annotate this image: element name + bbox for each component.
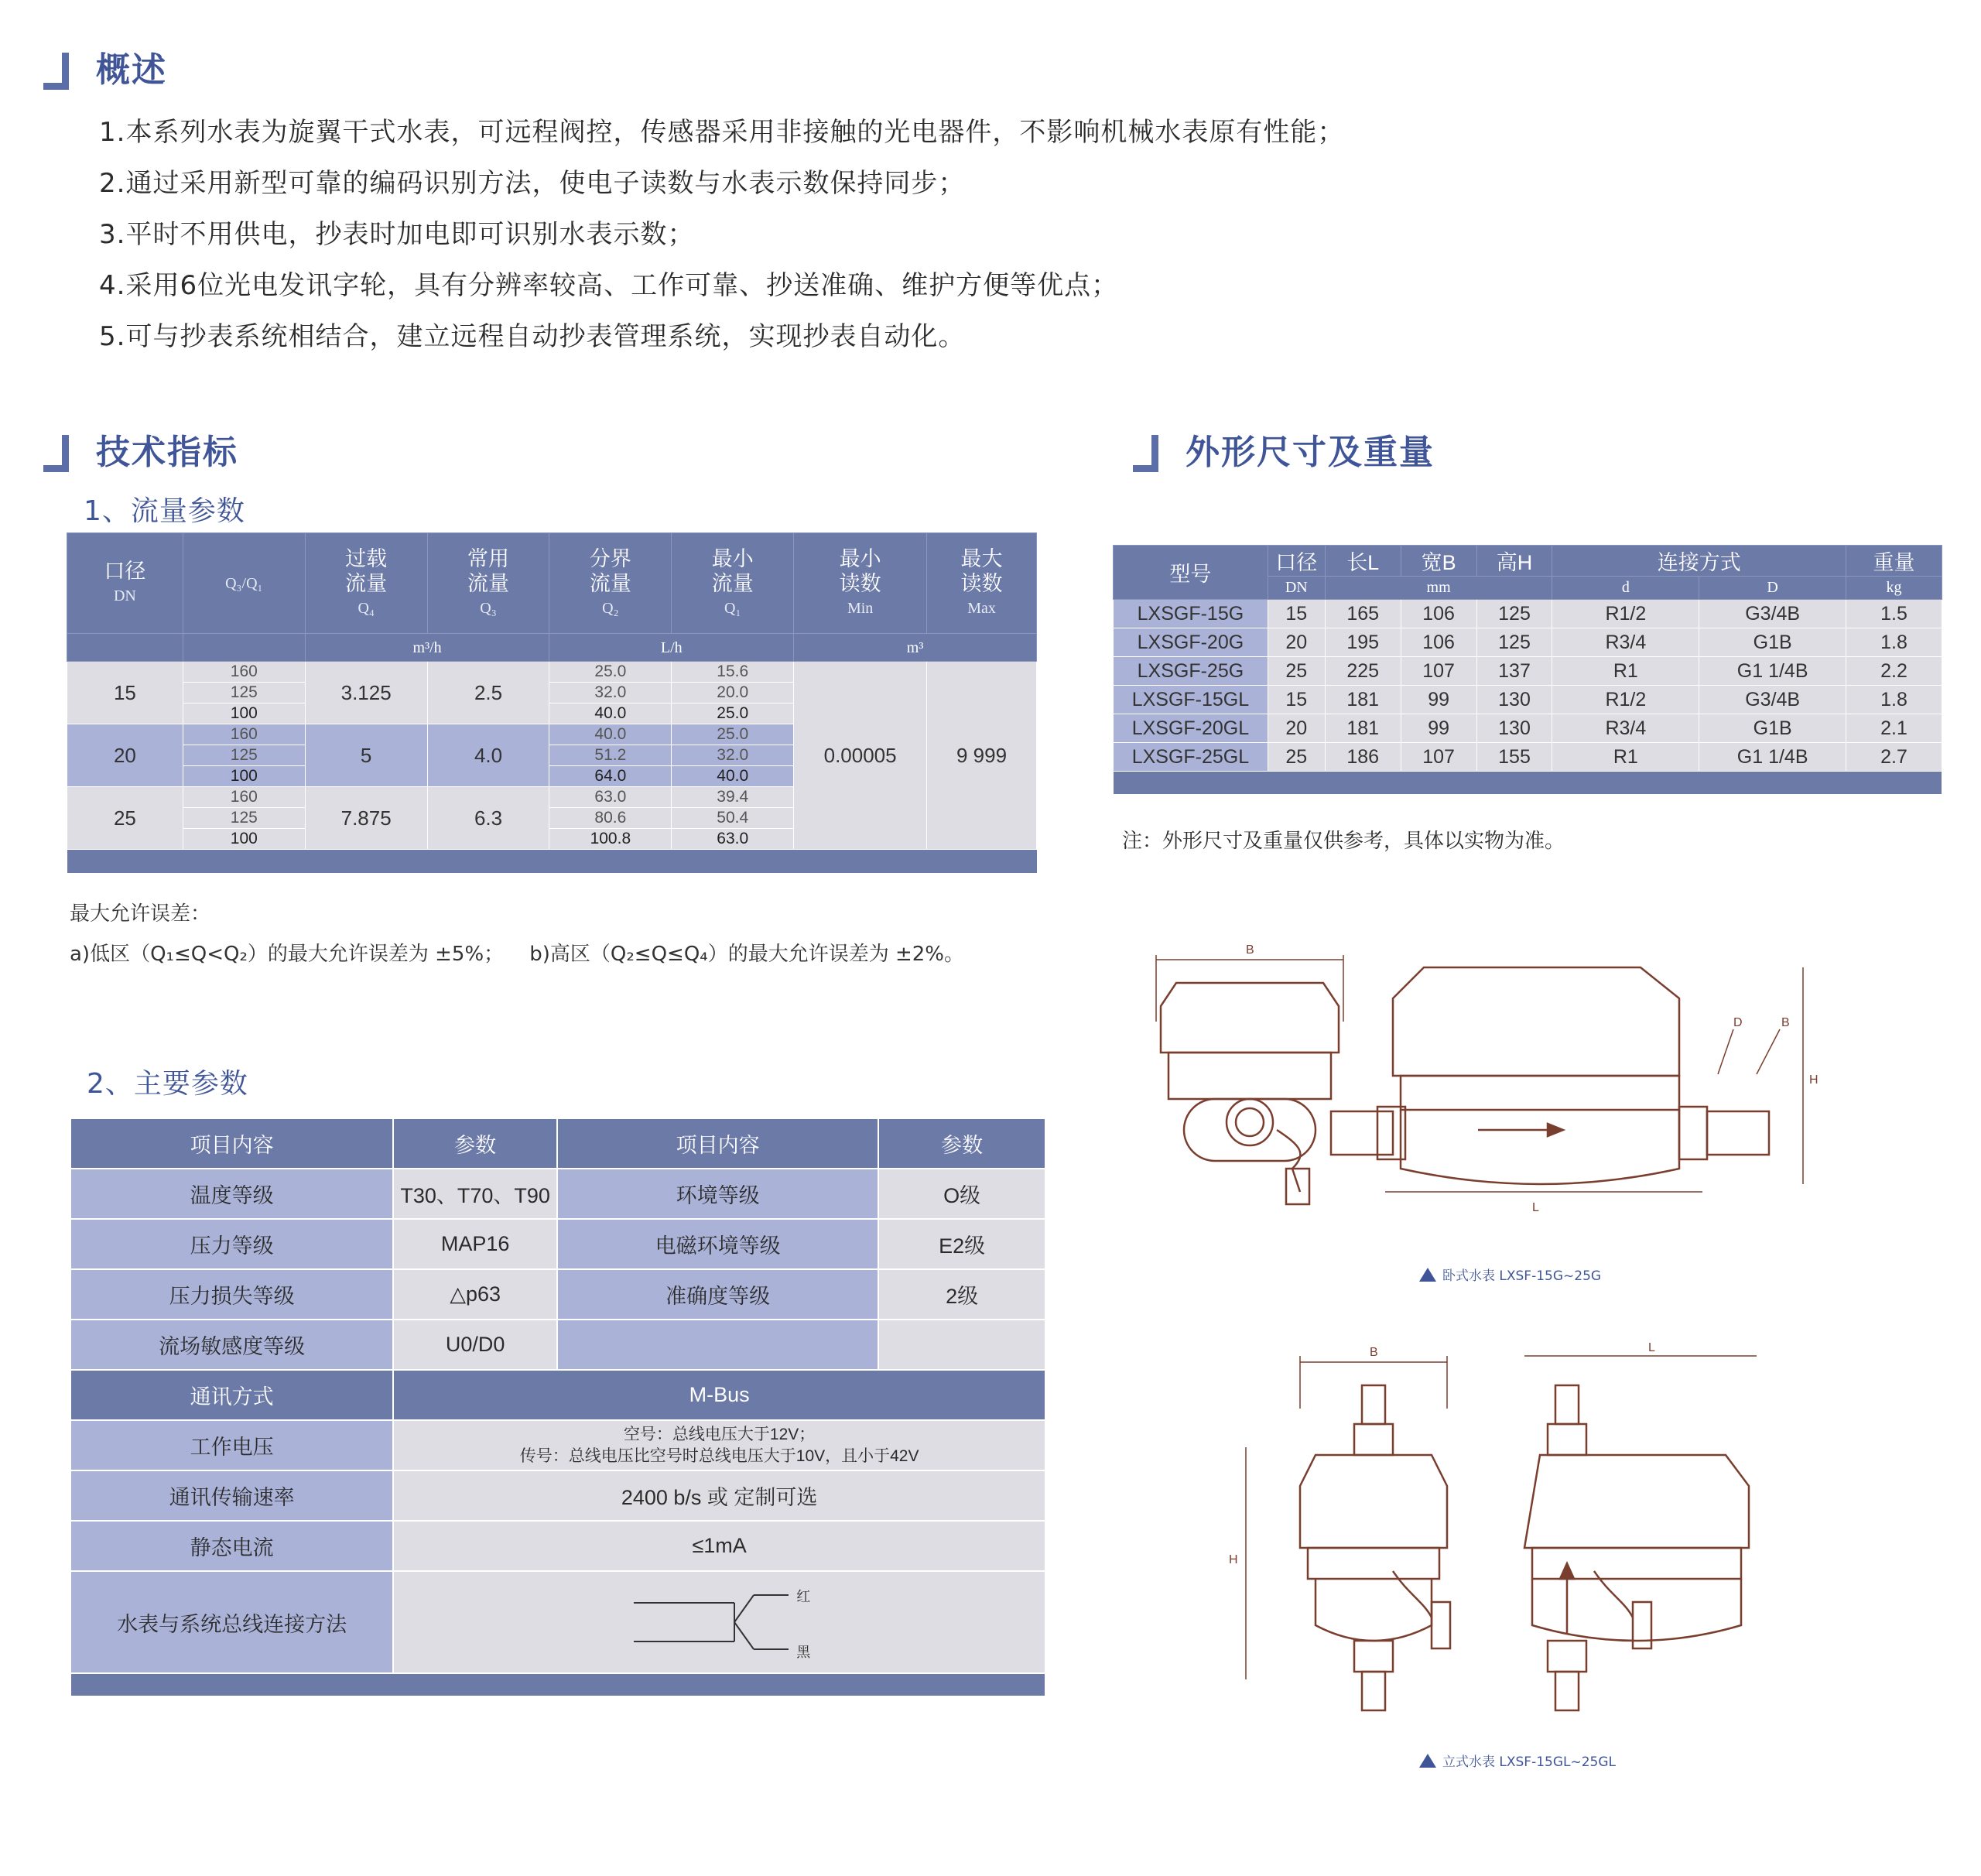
voltage-line-2: 传号：总线电压比空号时总线电压大于10V，且小于42V bbox=[519, 1446, 919, 1465]
cell-value: R1/2 bbox=[1552, 600, 1699, 628]
rate-value: 2400 b/s 或 定制可选 bbox=[393, 1470, 1045, 1521]
cell-value: 137 bbox=[1476, 657, 1552, 686]
dims-row bbox=[1114, 686, 1942, 714]
section-marker-icon bbox=[43, 435, 74, 472]
cell-q2: 40.0 bbox=[549, 704, 672, 724]
col-header-q1: 最小 流量 Q₁ bbox=[672, 533, 794, 634]
section-marker-icon bbox=[43, 53, 74, 90]
cell-value: 1.8 bbox=[1846, 628, 1942, 657]
triangle-icon bbox=[1419, 1754, 1436, 1768]
col-header-connection: 连接方式 bbox=[1552, 546, 1846, 577]
dims-row bbox=[1114, 714, 1942, 743]
param-value: T30、T70、T90 bbox=[393, 1169, 557, 1219]
col-header-q3: 常用 流量 Q₃ bbox=[427, 533, 549, 634]
bus-connection-label: 水表与系统总线连接方法 bbox=[70, 1571, 393, 1673]
cell-value: 130 bbox=[1476, 714, 1552, 743]
cell-q1: 20.0 bbox=[672, 683, 794, 704]
col-header-min: 最小 读数 Min bbox=[794, 533, 927, 634]
cell-value: G1B bbox=[1699, 714, 1846, 743]
overview-item: 5.可与抄表系统相结合，建立远程自动抄表管理系统，实现抄表自动化。 bbox=[99, 321, 966, 352]
cell-value: R3/4 bbox=[1552, 714, 1699, 743]
cell-value: R1 bbox=[1552, 743, 1699, 772]
cell-value: R1 bbox=[1552, 657, 1699, 686]
param-label: 压力损失等级 bbox=[70, 1269, 393, 1320]
cell-ratio: 100 bbox=[183, 766, 305, 787]
caption-vertical bbox=[1419, 1751, 1616, 1770]
cell-value: R3/4 bbox=[1552, 628, 1699, 657]
flow-params-title: 1、流量参数 bbox=[84, 495, 245, 527]
cell-model: LXSGF-15G bbox=[1114, 600, 1268, 628]
dims-row bbox=[1114, 657, 1942, 686]
overview-item: 2.通过采用新型可靠的编码识别方法，使电子读数与水表示数保持同步； bbox=[99, 168, 966, 199]
cell-value: 15 bbox=[1268, 686, 1325, 714]
cell-q1: 25.0 bbox=[672, 724, 794, 745]
col-header-q2: 分界 流量 Q₂ bbox=[549, 533, 672, 634]
wire-black-label: 黑 bbox=[796, 1645, 811, 1660]
cell-dn: 20 bbox=[67, 724, 183, 787]
voltage-value bbox=[393, 1420, 1045, 1470]
section-title-text: 技术指标 bbox=[96, 433, 238, 472]
cell-q4: 3.125 bbox=[305, 662, 427, 724]
section-title-dims bbox=[1133, 433, 1435, 472]
unit-dn: DN bbox=[1268, 577, 1325, 600]
cell-q2: 80.6 bbox=[549, 808, 672, 829]
cell-value: 15 bbox=[1268, 600, 1325, 628]
comm-value: M-Bus bbox=[393, 1370, 1045, 1420]
cell-value: 2.2 bbox=[1846, 657, 1942, 686]
param-label: 准确度等级 bbox=[557, 1269, 878, 1320]
cell-q2: 25.0 bbox=[549, 662, 672, 683]
cell-ratio: 160 bbox=[183, 662, 305, 683]
cell-ratio: 125 bbox=[183, 683, 305, 704]
cell-model: LXSGF-25G bbox=[1114, 657, 1268, 686]
cell-value: 25 bbox=[1268, 657, 1325, 686]
cell-q2: 64.0 bbox=[549, 766, 672, 787]
param-value: E2级 bbox=[878, 1219, 1045, 1269]
param-label: 温度等级 bbox=[70, 1169, 393, 1219]
cell-dn: 15 bbox=[67, 662, 183, 724]
cell-value: 99 bbox=[1401, 714, 1476, 743]
unit-mm: mm bbox=[1325, 577, 1552, 600]
section-title-overview bbox=[43, 51, 167, 90]
cell-q1: 25.0 bbox=[672, 704, 794, 724]
cell-q4: 7.875 bbox=[305, 787, 427, 850]
param-value: O级 bbox=[878, 1169, 1045, 1219]
col-header-ratio: Q₃/Q₁ bbox=[183, 533, 305, 634]
dim-label-b: B bbox=[1246, 943, 1254, 957]
cell-value: G3/4B bbox=[1699, 686, 1846, 714]
col-header-param: 参数 bbox=[393, 1118, 557, 1169]
cell-value: 165 bbox=[1325, 600, 1401, 628]
cell-dn: 25 bbox=[67, 787, 183, 850]
cell-q2: 51.2 bbox=[549, 745, 672, 766]
cell-value: 20 bbox=[1268, 714, 1325, 743]
dim-label-d: D bbox=[1733, 1016, 1743, 1029]
cell-value: 195 bbox=[1325, 628, 1401, 657]
col-header-length: 长L bbox=[1325, 546, 1401, 577]
unit-d: d bbox=[1552, 577, 1699, 600]
param-value: MAP16 bbox=[393, 1219, 557, 1269]
cell-value: 225 bbox=[1325, 657, 1401, 686]
cell-q2: 40.0 bbox=[549, 724, 672, 745]
cell-value: G1 1/4B bbox=[1699, 657, 1846, 686]
unit-D: D bbox=[1699, 577, 1846, 600]
cell-q1: 40.0 bbox=[672, 766, 794, 787]
cell-ratio: 160 bbox=[183, 787, 305, 808]
caption-vertical-text: 立式水表 LXSF-15GL~25GL bbox=[1442, 1754, 1617, 1770]
cell-ratio: 125 bbox=[183, 808, 305, 829]
col-header-param: 参数 bbox=[878, 1118, 1045, 1169]
cell-value: G1B bbox=[1699, 628, 1846, 657]
dim-label-l: L bbox=[1532, 1201, 1539, 1214]
dim-label-D: B bbox=[1781, 1016, 1790, 1029]
vertical-meter-drawing bbox=[1215, 1339, 1896, 1718]
unit-lh: L/h bbox=[549, 634, 794, 662]
voltage-label: 工作电压 bbox=[70, 1420, 393, 1470]
cell-q2: 100.8 bbox=[549, 829, 672, 850]
cell-value: 106 bbox=[1401, 600, 1476, 628]
cell-value: 181 bbox=[1325, 714, 1401, 743]
dim-label-h: H bbox=[1809, 1073, 1818, 1087]
cell-value: 25 bbox=[1268, 743, 1325, 772]
cell-ratio: 125 bbox=[183, 745, 305, 766]
cell-model: LXSGF-20GL bbox=[1114, 714, 1268, 743]
cell-model: LXSGF-20G bbox=[1114, 628, 1268, 657]
rate-label: 通讯传输速率 bbox=[70, 1470, 393, 1521]
cell-value: 125 bbox=[1476, 600, 1552, 628]
col-header-item: 项目内容 bbox=[70, 1118, 393, 1169]
section-marker-icon bbox=[1133, 435, 1164, 472]
cell-model: LXSGF-15GL bbox=[1114, 686, 1268, 714]
col-header-model: 型号 bbox=[1114, 546, 1268, 600]
cell-ratio: 100 bbox=[183, 704, 305, 724]
static-current-value: ≤1mA bbox=[393, 1521, 1045, 1571]
unit-m3: m³ bbox=[794, 634, 1037, 662]
error-title: 最大允许误差： bbox=[70, 902, 211, 926]
param-label: 电磁环境等级 bbox=[557, 1219, 878, 1269]
dim-label-h-vertical: H bbox=[1229, 1553, 1238, 1566]
cell-value: 1.8 bbox=[1846, 686, 1942, 714]
cell-q3: 2.5 bbox=[427, 662, 549, 724]
param-label: 流场敏感度等级 bbox=[70, 1320, 393, 1370]
col-header-weight: 重量 bbox=[1846, 546, 1942, 577]
cell-min-reading: 0.00005 bbox=[794, 662, 927, 850]
overview-item: 4.采用6位光电发讯字轮，具有分辨率较高、工作可靠、抄送准确、维护方便等优点； bbox=[99, 270, 1119, 301]
col-header-item: 项目内容 bbox=[557, 1118, 878, 1169]
dimensions-table bbox=[1113, 545, 1942, 795]
section-title-text: 概述 bbox=[96, 50, 167, 90]
cell-value: 2.1 bbox=[1846, 714, 1942, 743]
dims-note: 注：外形尺寸及重量仅供参考，具体以实物为准。 bbox=[1122, 830, 1565, 853]
cell-value: 99 bbox=[1401, 686, 1476, 714]
unit-kg: kg bbox=[1846, 577, 1942, 600]
cell-value: 107 bbox=[1401, 743, 1476, 772]
main-params-title: 2、主要参数 bbox=[87, 1068, 248, 1100]
cell-q2: 63.0 bbox=[549, 787, 672, 808]
cell-value: G3/4B bbox=[1699, 600, 1846, 628]
cell-value: 186 bbox=[1325, 743, 1401, 772]
cell-q3: 6.3 bbox=[427, 787, 549, 850]
overview-list bbox=[99, 107, 1453, 362]
caption-horizontal bbox=[1419, 1265, 1601, 1284]
param-label bbox=[557, 1320, 878, 1370]
param-value bbox=[878, 1320, 1045, 1370]
error-text: a)低区（Q₁≤Q<Q₂）的最大允许误差为 ±5%； b)高区（Q₂≤Q≤Q₄）的最大允许误差为 ±2%。 bbox=[70, 943, 964, 966]
cell-value: R1/2 bbox=[1552, 686, 1699, 714]
dim-label-l-vertical: L bbox=[1648, 1341, 1655, 1354]
overview-item: 3.平时不用供电，抄表时加电即可识别水表示数； bbox=[99, 219, 695, 250]
dims-row bbox=[1114, 743, 1942, 772]
horizontal-meter-drawing bbox=[1145, 936, 1950, 1231]
caption-horizontal-text: 卧式水表 LXSF-15G~25G bbox=[1442, 1268, 1602, 1284]
unit-m3h: m³/h bbox=[305, 634, 549, 662]
cell-q1: 39.4 bbox=[672, 787, 794, 808]
cell-value: 107 bbox=[1401, 657, 1476, 686]
col-header-dn: 口径 DN bbox=[67, 533, 183, 634]
cell-q1: 50.4 bbox=[672, 808, 794, 829]
cell-value: 125 bbox=[1476, 628, 1552, 657]
bus-connection-diagram bbox=[393, 1571, 1045, 1673]
col-header-q4: 过载 流量 Q₄ bbox=[305, 533, 427, 634]
dims-row bbox=[1114, 600, 1942, 628]
cell-q2: 32.0 bbox=[549, 683, 672, 704]
param-value: 2级 bbox=[878, 1269, 1045, 1320]
cell-q1: 15.6 bbox=[672, 662, 794, 683]
cell-value: 130 bbox=[1476, 686, 1552, 714]
cell-q1: 63.0 bbox=[672, 829, 794, 850]
cell-value: 1.5 bbox=[1846, 600, 1942, 628]
cell-ratio: 160 bbox=[183, 724, 305, 745]
col-header-dn: 口径 bbox=[1268, 546, 1325, 577]
param-value: U0/D0 bbox=[393, 1320, 557, 1370]
comm-label: 通讯方式 bbox=[70, 1370, 393, 1420]
param-label: 环境等级 bbox=[557, 1169, 878, 1219]
col-header-width: 宽B bbox=[1401, 546, 1476, 577]
wire-diagram-icon bbox=[634, 1580, 866, 1665]
cell-ratio: 100 bbox=[183, 829, 305, 850]
cell-value: 106 bbox=[1401, 628, 1476, 657]
param-label: 压力等级 bbox=[70, 1219, 393, 1269]
triangle-icon bbox=[1419, 1268, 1436, 1282]
col-header-height: 高H bbox=[1476, 546, 1552, 577]
voltage-line-1: 空号：总线电压大于12V； bbox=[623, 1425, 816, 1443]
flow-params-table bbox=[67, 532, 1037, 873]
section-title-text: 外形尺寸及重量 bbox=[1186, 433, 1435, 472]
cell-model: LXSGF-25GL bbox=[1114, 743, 1268, 772]
overview-item: 1.本系列水表为旋翼干式水表，可远程阀控，传感器采用非接触的光电器件，不影响机械水表原有性能； bbox=[99, 117, 1345, 148]
cell-q1: 32.0 bbox=[672, 745, 794, 766]
dim-label-b-vertical: B bbox=[1370, 1346, 1378, 1359]
cell-value: 2.7 bbox=[1846, 743, 1942, 772]
main-params-table bbox=[70, 1118, 1046, 1697]
dims-row bbox=[1114, 628, 1942, 657]
cell-q3: 4.0 bbox=[427, 724, 549, 787]
col-header-max: 最大 读数 Max bbox=[927, 533, 1037, 634]
cell-value: 155 bbox=[1476, 743, 1552, 772]
cell-q4: 5 bbox=[305, 724, 427, 787]
cell-value: 181 bbox=[1325, 686, 1401, 714]
cell-max-reading: 9 999 bbox=[927, 662, 1037, 850]
param-value: △p63 bbox=[393, 1269, 557, 1320]
cell-value: 20 bbox=[1268, 628, 1325, 657]
wire-red-label: 红 bbox=[796, 1589, 811, 1604]
static-current-label: 静态电流 bbox=[70, 1521, 393, 1571]
section-title-tech bbox=[43, 433, 238, 472]
cell-value: G1 1/4B bbox=[1699, 743, 1846, 772]
